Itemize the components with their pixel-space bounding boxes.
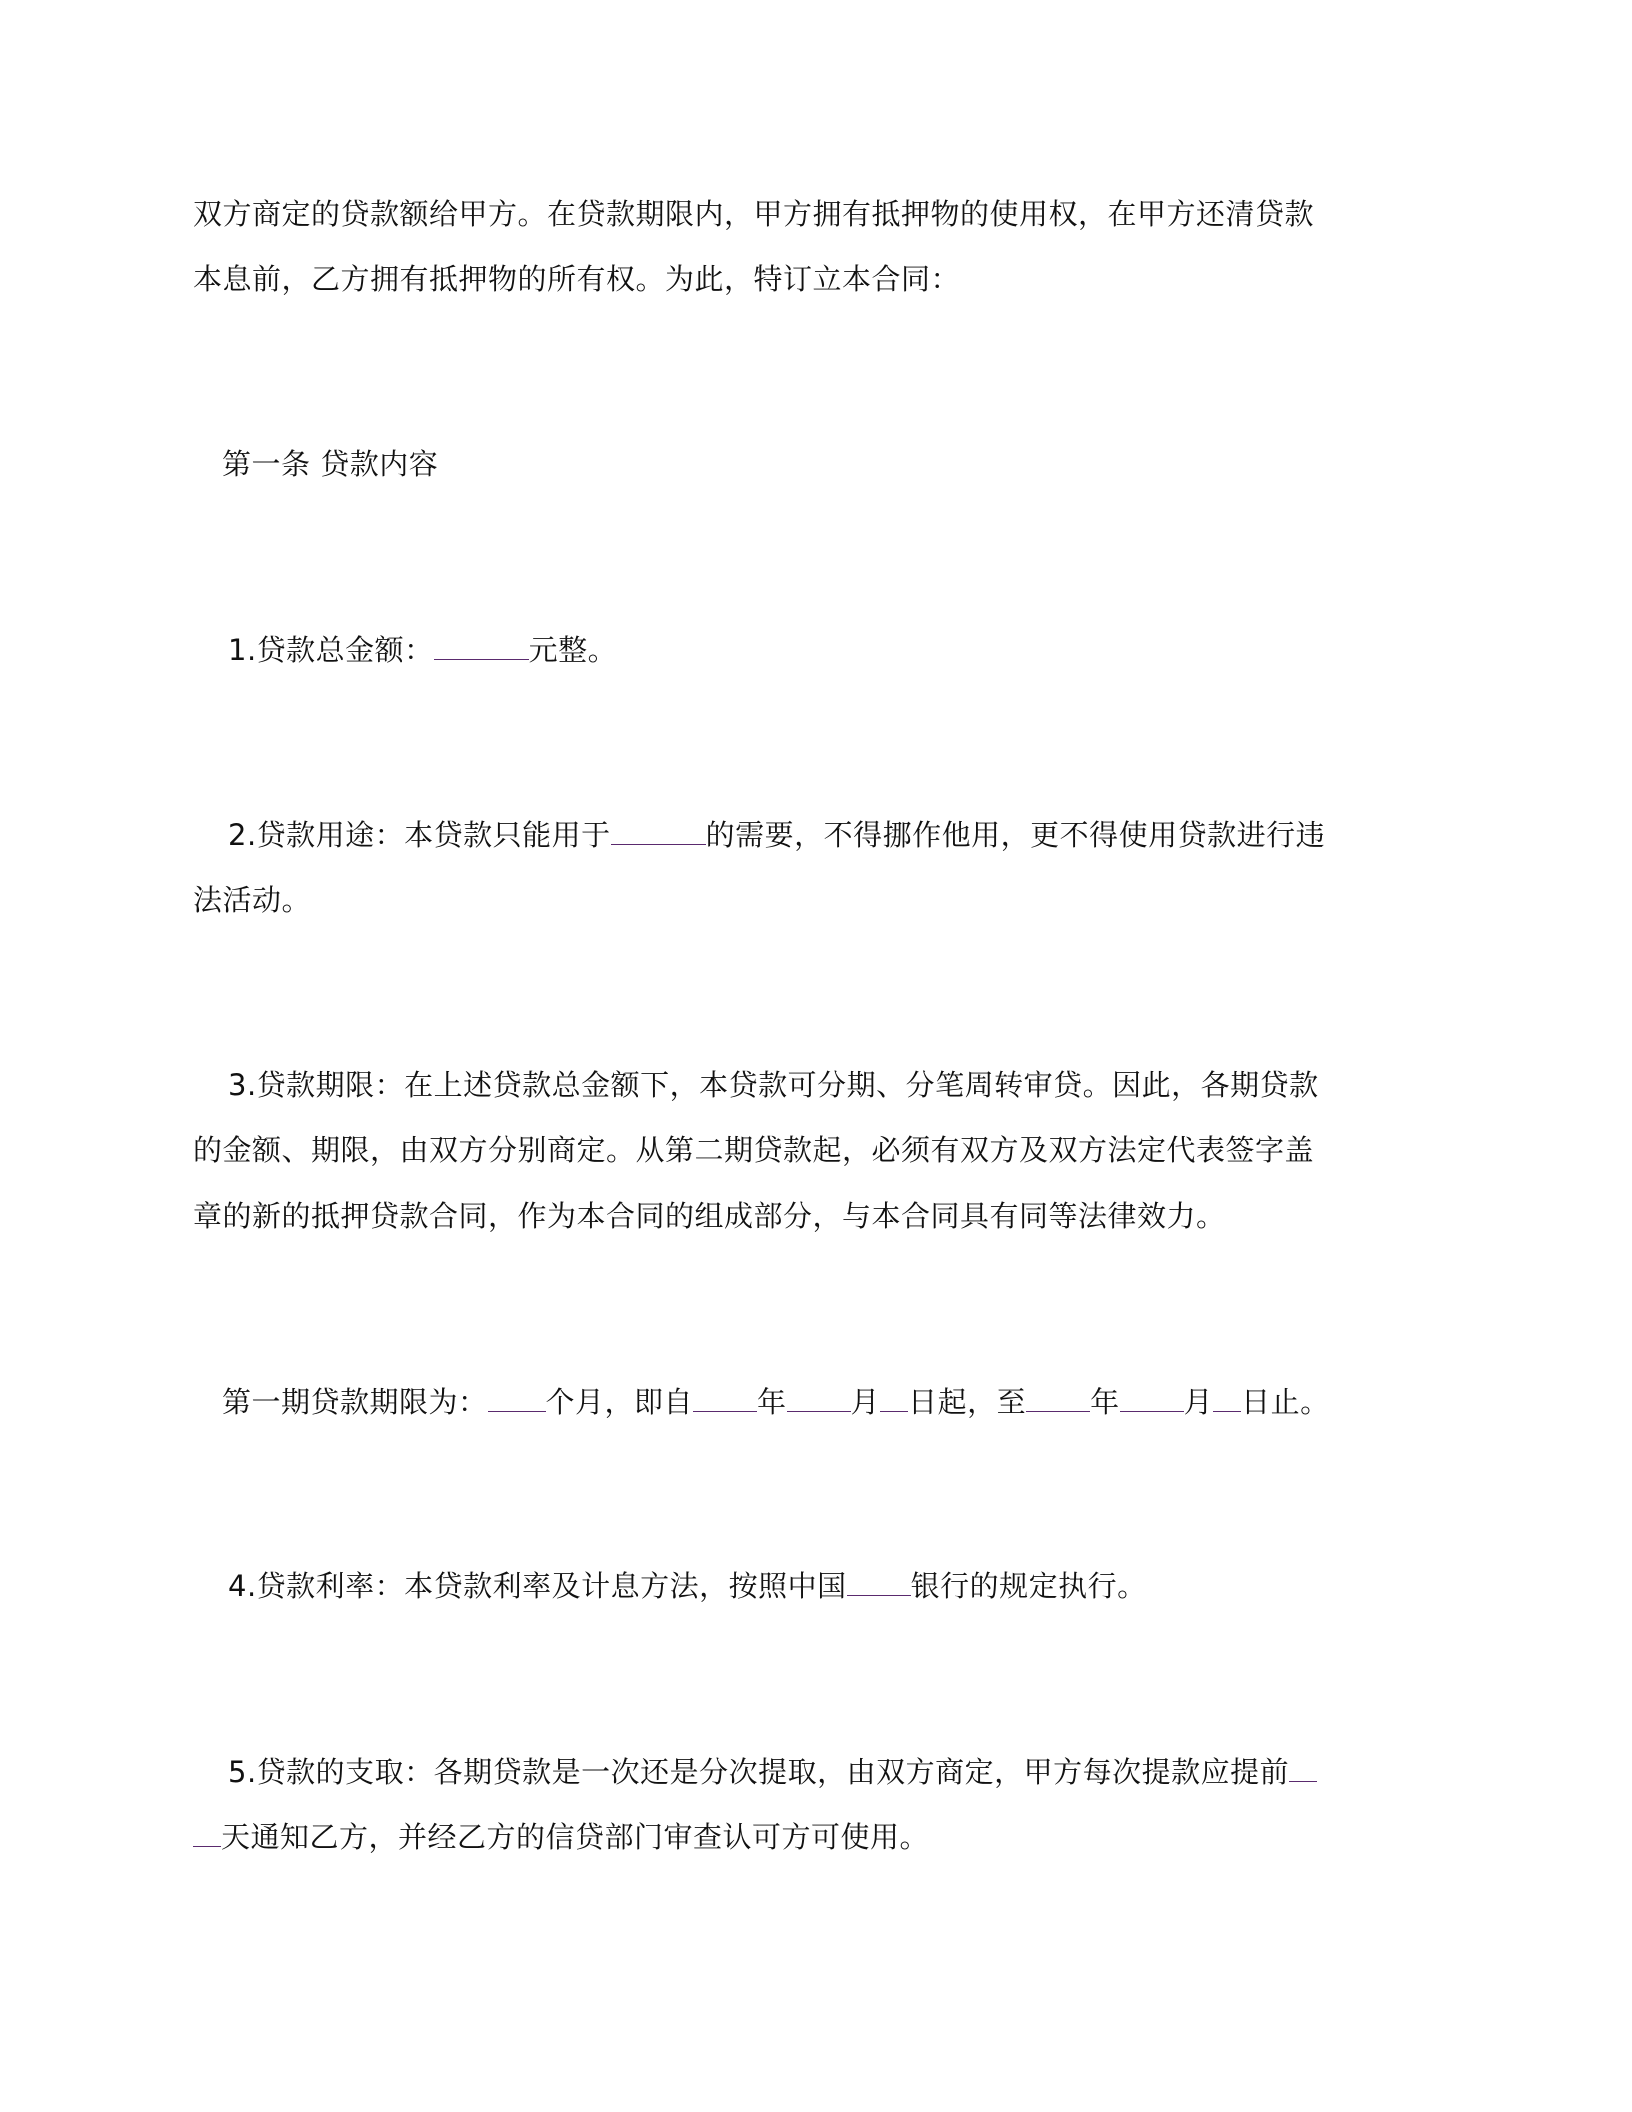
item-2-loan-purpose: [228, 815, 1325, 855]
end-year-blank[interactable]: [1026, 1383, 1090, 1412]
item-1-suffix: 元整。: [528, 633, 618, 667]
item-1-prefix: 1.贷款总金额：: [228, 633, 434, 667]
item-4-suffix: 银行的规定执行。: [910, 1569, 1147, 1603]
item-5-line-2: [193, 1817, 929, 1857]
item-4-interest-rate: [228, 1566, 1147, 1606]
start-year-blank[interactable]: [693, 1383, 757, 1412]
item-2-line-2: 法活动。: [193, 883, 312, 917]
notice-days-blank-b[interactable]: [193, 1818, 221, 1847]
item-2-suffix: 的需要，不得挪作他用，更不得使用贷款进行违: [705, 818, 1326, 852]
item-5-line-2-text: 天通知乙方，并经乙方的信贷部门审查认可方可使用。: [221, 1820, 930, 1854]
first-period-month1: 月: [850, 1385, 881, 1419]
item-3-line-1: 3.贷款期限：在上述贷款总金额下，本贷款可分期、分笔周转审贷。因此，各期贷款: [228, 1068, 1319, 1102]
bank-name-blank[interactable]: [847, 1567, 911, 1596]
item-4-prefix: 4.贷款利率：本贷款利率及计息方法，按照中国: [228, 1569, 847, 1603]
notice-days-blank-a[interactable]: [1289, 1753, 1317, 1782]
item-5-line-1: [228, 1752, 1317, 1792]
first-period-month2: 月: [1183, 1385, 1214, 1419]
start-month-blank[interactable]: [787, 1383, 851, 1412]
article-1-heading: 第一条 贷款内容: [222, 447, 439, 481]
first-period-months: 个月，即自: [545, 1385, 694, 1419]
intro-line-2: 本息前，乙方拥有抵押物的所有权。为此，特订立本合同：: [193, 262, 961, 296]
months-blank[interactable]: [488, 1383, 546, 1412]
end-day-blank[interactable]: [1213, 1383, 1241, 1412]
item-5-line-1-text: 5.贷款的支取：各期贷款是一次还是分次提取，由双方商定，甲方每次提款应提前: [228, 1755, 1290, 1789]
first-period-line: [222, 1382, 1330, 1422]
item-2-prefix: 2.贷款用途：本贷款只能用于: [228, 818, 611, 852]
start-day-blank[interactable]: [880, 1383, 908, 1412]
first-period-prefix: 第一期贷款期限为：: [222, 1385, 488, 1419]
loan-amount-blank[interactable]: [434, 631, 529, 660]
item-3-line-2: 的金额、期限，由双方分别商定。从第二期贷款起，必须有双方及双方法定代表签字盖: [193, 1133, 1315, 1167]
loan-purpose-blank[interactable]: [611, 816, 706, 845]
first-period-day1: 日起，至: [908, 1385, 1027, 1419]
first-period-year1: 年: [757, 1385, 787, 1419]
item-1-loan-amount: [228, 630, 617, 670]
intro-line-1: 双方商定的贷款额给甲方。在贷款期限内，甲方拥有抵押物的使用权，在甲方还清贷款: [193, 197, 1315, 231]
first-period-year2: 年: [1090, 1385, 1120, 1419]
first-period-day2: 日止。: [1241, 1385, 1330, 1419]
end-month-blank[interactable]: [1120, 1383, 1184, 1412]
item-3-line-3: 章的新的抵押贷款合同，作为本合同的组成部分，与本合同具有同等法律效力。: [193, 1199, 1226, 1233]
